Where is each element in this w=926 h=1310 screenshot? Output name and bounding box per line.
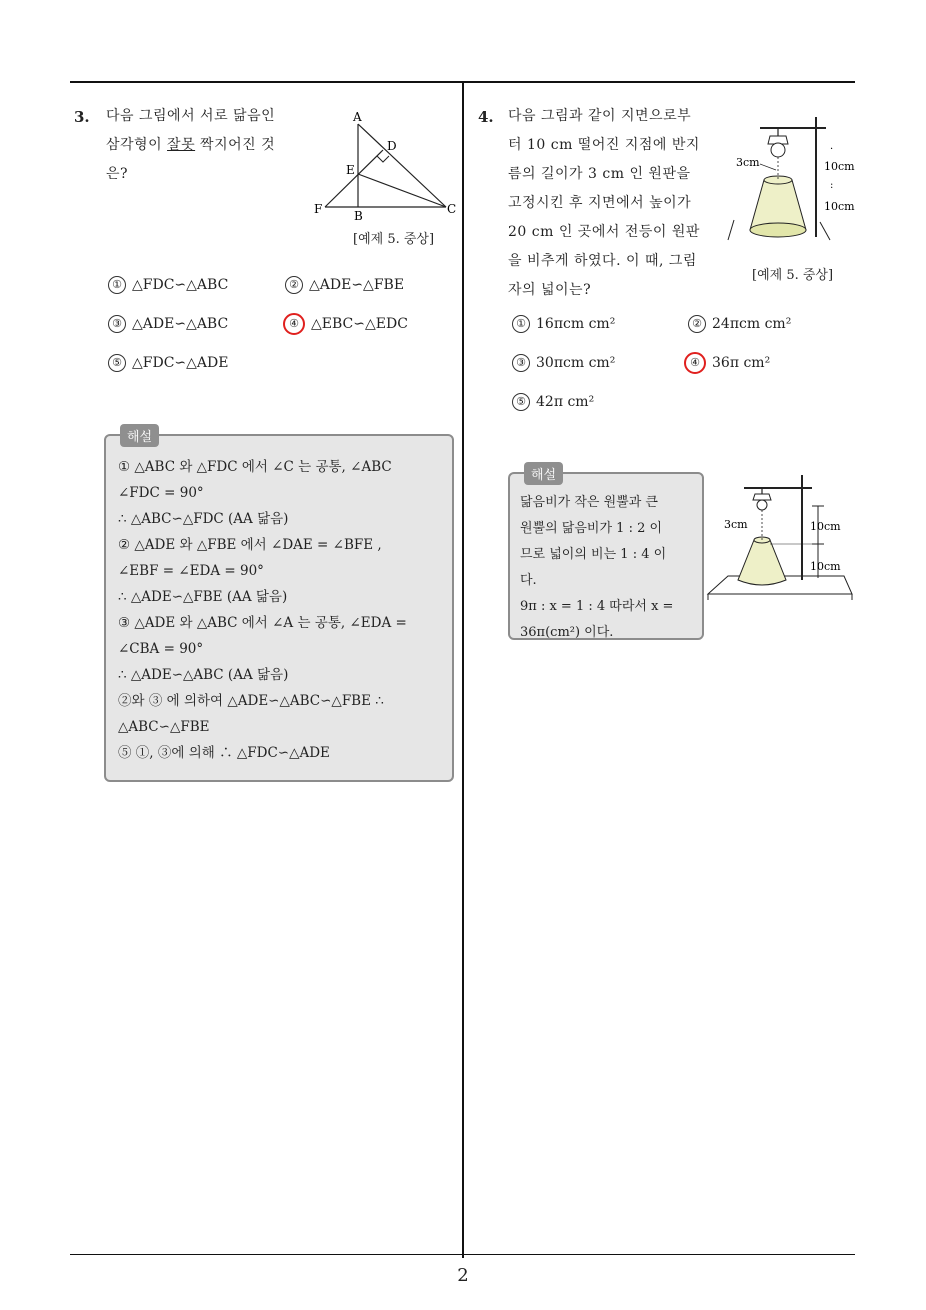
q3-difficulty: [예제 5. 중상] — [353, 232, 435, 247]
svg-text::: : — [830, 180, 834, 191]
label-F: F — [314, 202, 323, 216]
answer-mark: ④ — [283, 313, 305, 335]
q4-choice-1[interactable]: ① 16πcm cm² — [512, 315, 615, 333]
q3-choice-4[interactable]: ④ △EBC∽△EDC — [283, 313, 408, 335]
q3-choice-3[interactable]: ③ △ADE∽△ABC — [108, 315, 228, 333]
q3-text — [106, 102, 275, 189]
q4-lamp-figure — [720, 112, 860, 257]
q3-solution-tag: 해설 — [120, 424, 159, 447]
q4-label-radius: 3cm — [736, 156, 760, 169]
q4-sol-label-radius: 3cm — [724, 518, 748, 531]
bottom-rule — [70, 1254, 855, 1255]
q3-choice-1[interactable]: ① △FDC∽△ABC — [108, 276, 228, 294]
answer-mark: ④ — [684, 352, 706, 374]
label-A: A — [353, 110, 362, 124]
q3-text-line: 다음 그림에서 서로 닮음인 — [106, 108, 276, 124]
q3-choice-5[interactable]: ⑤ △FDC∽△ADE — [108, 354, 228, 372]
label-B: B — [354, 209, 363, 223]
label-C: C — [447, 202, 457, 216]
column-divider — [462, 83, 464, 1258]
q4-label-upper: 10cm — [824, 160, 855, 173]
q4-sol-label-upper: 10cm — [810, 520, 841, 533]
page-number: 2 — [457, 1265, 469, 1286]
svg-text:·: · — [830, 144, 834, 155]
q4-choice-3[interactable]: ③ 30πcm cm² — [512, 354, 615, 372]
q4-choice-2[interactable]: ② 24πcm cm² — [688, 315, 791, 333]
q4-solution-figure — [704, 470, 864, 610]
q3-choice-2[interactable]: ② △ADE∽△FBE — [285, 276, 404, 294]
q3-triangle-figure — [305, 108, 465, 226]
q3-text-line: 삼각형이 잘못 짝지어진 것 — [106, 137, 276, 153]
q3-underlined-word: 잘못 — [167, 137, 196, 153]
q3-solution-text: ① △ABC 와 △FDC 에서 ∠C 는 공통, ∠ABC ∠FDC = 90° ∴ △ABC∽△FDC (AA 닮음) ② △ADE 와 △FBE 에서 ∠DAE = ∠BFE , ∠EBF = ∠EDA = 90° ∴ △ADE∽△FBE (AA 닮음) ③ △ADE 와 △ABC 에서 ∠A 는 공통, ∠EDA = ∠CBA = 90° ∴ △ADE∽△ABC (AA 닮음) ②와 ③ 에 의하여 △ADE∽△ABC∽△FBE ∴ △ABC∽△FBE ⑤ ①, ③에 의해 ∴ △FDC∽△ADE — [118, 459, 407, 761]
q4-solution-text: 닮음비가 작은 원뿔과 큰 원뿔의 닮음비가 1 : 2 이 므로 넓이의 비는 1 : 4 이 다. 9π : x = 1 : 4 따라서 x = 36π(cm²) 이다. — [520, 495, 674, 640]
q4-label-lower: 10cm — [824, 200, 855, 213]
label-D: D — [387, 139, 397, 153]
q4-solution-tag: 해설 — [524, 462, 563, 485]
q3-number: 3. — [74, 108, 90, 126]
q4-text: 다음 그림과 같이 지면으로부 터 10 cm 떨어진 지점에 반지 름의 길이가 3 cm 인 원판을 고정시킨 후 지면에서 높이가 20 cm 인 곳에서 전등이 원판 을 비추게 하였다. 이 때, 그림 자의 넓이는? — [508, 108, 700, 298]
q4-sol-label-lower: 10cm — [810, 560, 841, 573]
q4-number: 4. — [478, 108, 494, 126]
label-E: E — [346, 163, 355, 177]
q4-difficulty: [예제 5. 중상] — [752, 268, 834, 283]
q4-choice-5[interactable]: ⑤ 42π cm² — [512, 393, 594, 411]
q3-text-line: 은? — [106, 166, 129, 182]
q4-choice-4[interactable]: ④ 36π cm² — [684, 352, 770, 374]
